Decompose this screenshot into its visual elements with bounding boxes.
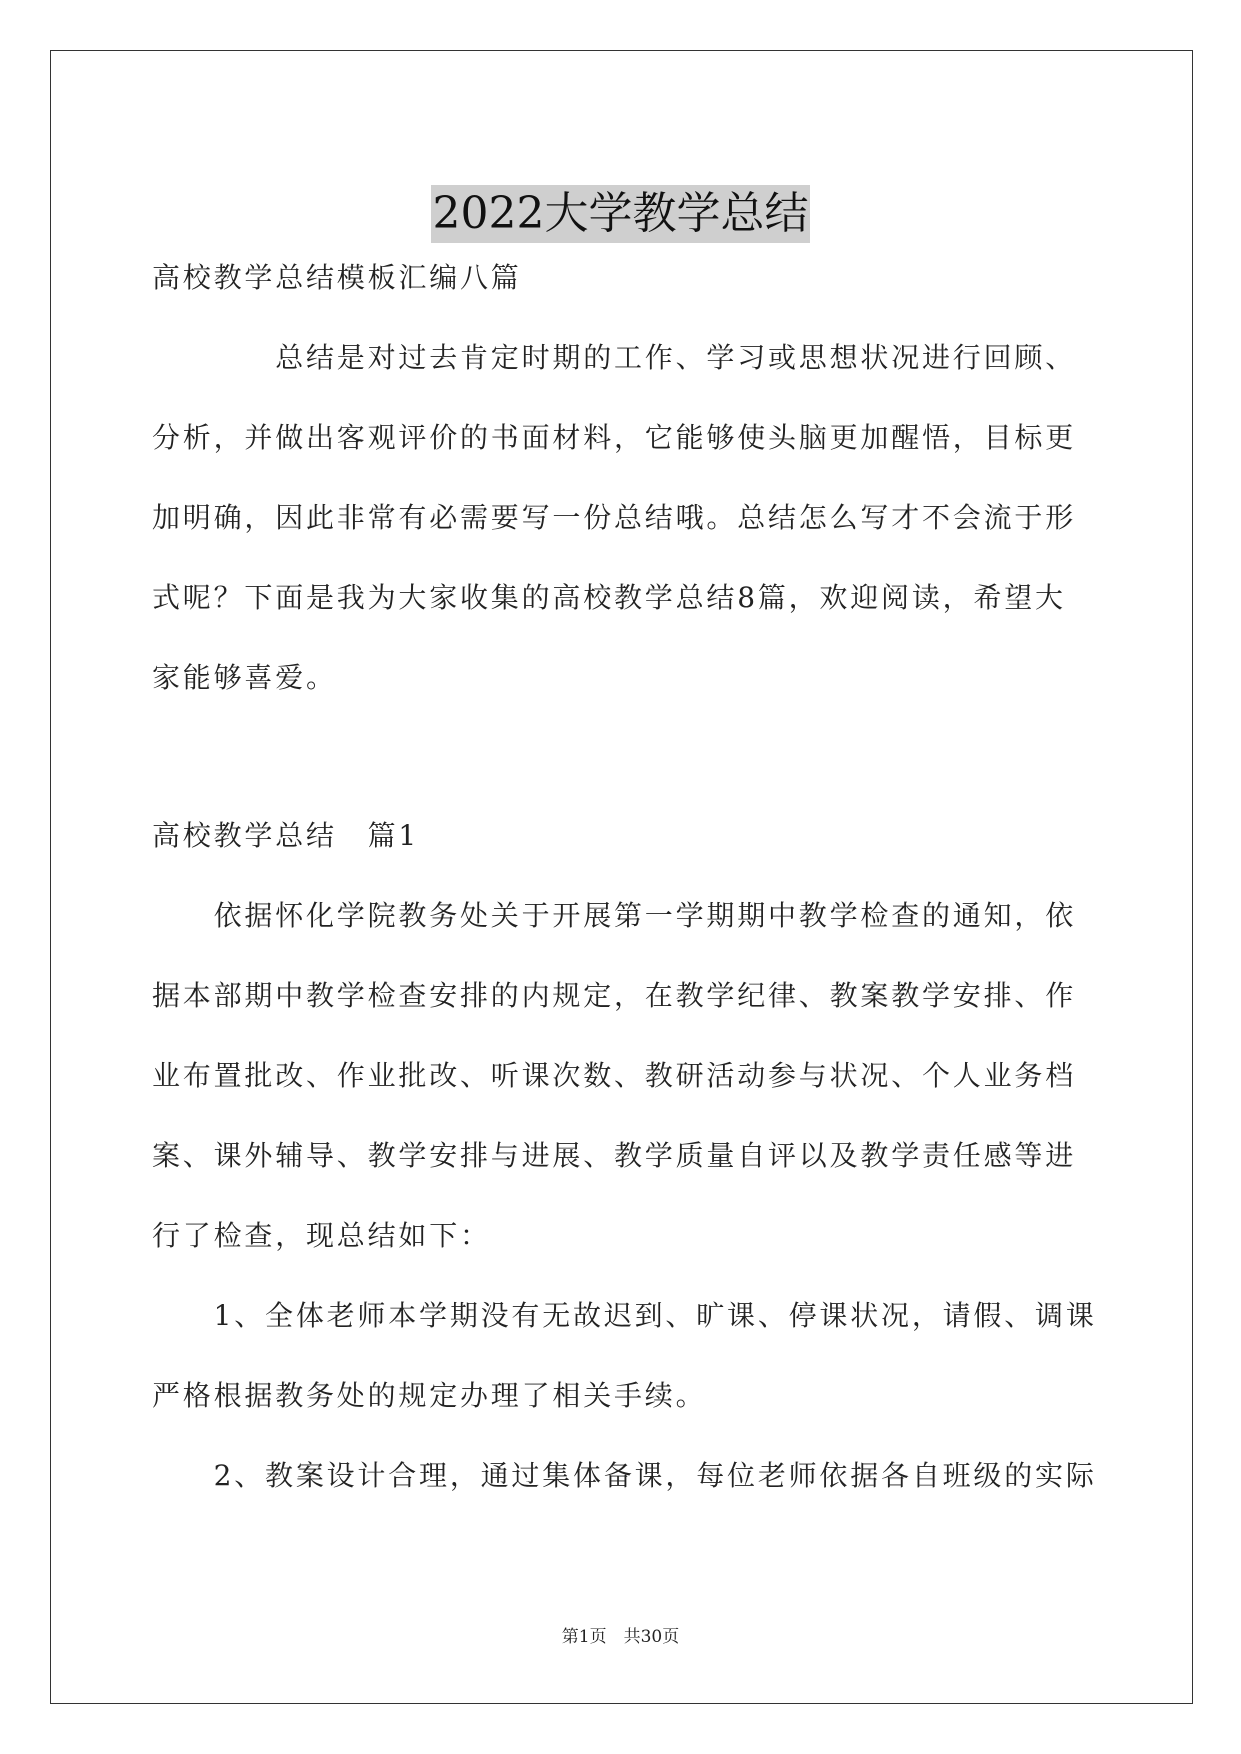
- body-line-3: 业布置批改、作业批改、听课次数、教研活动参与状况、个人业务档: [152, 1059, 1077, 1092]
- subtitle: 高校教学总结模板汇编八篇: [152, 261, 522, 294]
- body-line-5: 行了检查，现总结如下：: [152, 1219, 491, 1252]
- body-line-8: 2、教案设计合理，通过集体备课，每位老师依据各自班级的实际: [152, 1459, 1097, 1492]
- intro-line-2: 分析，并做出客观评价的书面材料，它能够使头脑更加醒悟，目标更: [152, 421, 1077, 454]
- footer-total-pages: 30: [640, 1627, 663, 1647]
- footer-page-number: 1: [578, 1627, 590, 1647]
- document-title: 2022大学教学总结: [431, 185, 811, 243]
- intro-line-4: 式呢？下面是我为大家收集的高校教学总结8篇，欢迎阅读，希望大: [152, 581, 1066, 614]
- footer-page-prefix: 第: [561, 1627, 579, 1647]
- footer-total-prefix: 共: [623, 1627, 641, 1647]
- body-line-4: 案、课外辅导、教学安排与进展、教学质量自评以及教学责任感等进: [152, 1139, 1077, 1172]
- intro-line-1: 总结是对过去肯定时期的工作、学习或思想状况进行回顾、: [152, 341, 1077, 374]
- page-footer: [0, 1622, 1241, 1647]
- body-line-6: 1、全体老师本学期没有无故迟到、旷课、停课状况，请假、调课: [152, 1299, 1097, 1332]
- footer-total-suffix: 页: [662, 1627, 680, 1647]
- document-body: [152, 238, 1097, 1516]
- intro-line-5: 家能够喜爱。: [152, 661, 337, 694]
- section-heading: 高校教学总结 篇1: [152, 819, 420, 852]
- footer-page-suffix: 页: [589, 1627, 607, 1647]
- section-gap: [152, 718, 1092, 796]
- body-line-2: 据本部期中教学检查安排的内规定，在教学纪律、教案教学安排、作: [152, 979, 1077, 1012]
- intro-line-3: 加明确，因此非常有必需要写一份总结哦。总结怎么写才不会流于形: [152, 501, 1077, 534]
- body-line-1: 依据怀化学院教务处关于开展第一学期期中教学检查的通知，依: [152, 899, 1077, 932]
- body-line-7: 严格根据教务处的规定办理了相关手续。: [152, 1379, 707, 1412]
